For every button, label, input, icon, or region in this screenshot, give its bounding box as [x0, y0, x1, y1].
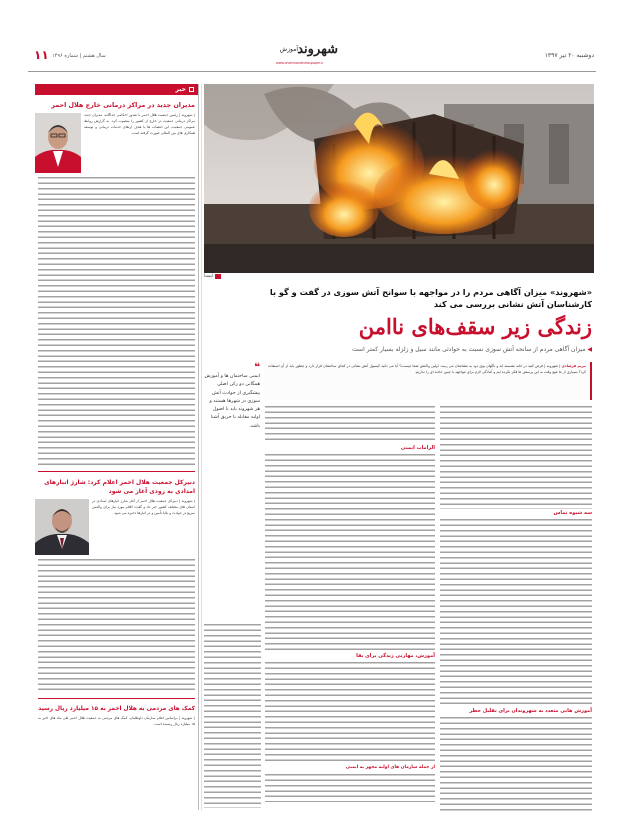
news-icon: [189, 87, 194, 92]
subhead-0: الزامات ایمنی: [400, 445, 435, 451]
kicker-line-2: کارشناسان آتش نشانی بررسی می کند: [433, 299, 592, 309]
intro-text: [264, 362, 590, 377]
article-lead: [204, 346, 592, 353]
news-divider-2: [38, 698, 195, 699]
subhead-1: سه شیوه تماس: [553, 510, 592, 516]
page-number: ۱۱: [34, 48, 49, 62]
column-rule: [201, 84, 202, 810]
body-text: [265, 660, 435, 764]
subhead-4: از جمله سازمان های اولیه مجهز به ایمنی: [345, 765, 435, 770]
body-text: [440, 715, 592, 811]
news-item-2-title: دبیرکل جمعیت هلال احمر اعلام کرد: شارژ انبارهای امدادی به زودی آغاز می شود: [44, 479, 195, 495]
news-item-1-body: | شهروند | رئیس جمعیت هلال احمر با صدور احکامی جداگانه، مدیران جدید مراکز درمانی جمعیت در خارج از کشور را منصوب کرد. به گزارش روابط عمومی جمعیت، این انتصاب ها با هدف ارتقای خدمات درمانی و توسعه همکاری های بین المللی صورت گرفته است.: [84, 113, 195, 135]
portrait-2: [35, 499, 89, 555]
logo-main-text: شهروند: [297, 42, 338, 57]
intro-paragraph: | شهروند | فرض کنید در خانه نشسته اید و ناگهان بوی دود به مشامتان می رسد. اولین واکنش شما چیست؟ آیا می دانید کپسول آتش نشانی در کجای ساختمان قرار دارد و چطور باید از آن استفاده کرد؟ بسیاری از ما هیچ وقت به این پرسش ها فکر نکرده ایم و آمادگی لازم برای مواجهه با چنین حادثه ای را نداریم.: [268, 364, 586, 374]
body-text: [265, 772, 435, 802]
logo-small-text: آموزش: [279, 46, 298, 53]
hero-photo: [204, 84, 594, 273]
body-text: [265, 404, 435, 444]
body-text: [440, 517, 592, 707]
subhead-2: آموزش، مهارتی زندگی برای بقا: [356, 653, 435, 659]
article-title: زندگی زیر سقف‌های ناامن: [358, 314, 592, 339]
quote-text: ایمنی ساختمان ها و آموزش همگانی دو رکن اصلی پیشگیری از حوادث آتش سوزی در شهرها هستند و هر شهروند باید با اصول اولیه مقابله با حریق آشنا باشد.: [204, 374, 260, 429]
date-text: دوشنبه ۲۰ تیر ۱۳۹۷: [544, 52, 594, 59]
lead-arrow-icon: ◀: [587, 346, 592, 353]
body-column-middle: [265, 404, 435, 810]
quote-icon: ❝: [254, 362, 260, 373]
news-section-header: [35, 84, 198, 95]
news-section-label: خبر: [175, 86, 186, 93]
news-divider-1: [38, 471, 195, 472]
header: [0, 42, 630, 74]
lead-text: میزان آگاهی مردم از سانحه آتش سوزی نسبت به حوادثی مانند سیل و زلزله بسیار کمتر است: [352, 346, 586, 353]
author-name: مریم فرشادی: [561, 364, 586, 368]
news-item-1-text: [38, 175, 195, 465]
body-column-right: [440, 404, 592, 810]
portrait-1: [35, 113, 81, 173]
portrait-1-image: [35, 113, 81, 173]
portrait-2-image: [35, 499, 89, 555]
news-item-3-title: کمک های مردمی به هلال احمر به ۱۵ میلیارد ریال رسید: [38, 706, 195, 712]
news-item-2-body: | شهروند | دبیرکل جمعیت هلال احمر از آغاز شارژ انبارهای امدادی در استان های مختلف کشور خبر داد و گفت: اقلام مورد نیاز برای واکنش سریع در حوادث و بلایا تأمین و در انبارها ذخیره می شود.: [92, 499, 195, 515]
body-text: [265, 452, 435, 652]
news-item-1-row: [35, 113, 198, 173]
kicker-line-1: «شهروند» میزان آگاهی مردم را در مواجهه با سوانح آتش سوزی در گفت و گو با: [269, 287, 592, 297]
news-item-1-title: مدیران جدید در مراکز درمانی خارج هلال احمر: [51, 101, 195, 109]
subhead-3: آموزش هایی متعدد به شهروندان برای تقلیل خطر: [469, 708, 592, 714]
header-divider: [28, 71, 596, 72]
news-item-2-row: [35, 499, 198, 555]
body-text: [204, 622, 261, 808]
photo-credit-badge: [215, 274, 221, 279]
sidebar-quote: [204, 362, 260, 618]
photo-credit-text: ایسنا: [204, 274, 214, 279]
issue-text: سال هشتم | شماره ۱۴۹۶: [52, 53, 106, 59]
logo: [270, 42, 340, 72]
photo-credit: [204, 274, 221, 279]
fire-house-illustration: [204, 84, 594, 273]
logo-site-text: www.shahrvandnewspaper.ir: [276, 61, 324, 65]
body-column-left: [204, 622, 261, 810]
article-kicker: [204, 286, 592, 310]
news-item-2-text: [38, 557, 195, 692]
news-column: [35, 84, 199, 810]
body-text: [440, 404, 592, 509]
news-item-3-body: | شهروند | براساس اعلام سازمان داوطلبان، کمک های مردمی به جمعیت هلال احمر طی ماه های اخیر به ۱۵ میلیارد ریال رسیده است.: [38, 716, 195, 726]
intro-box: [264, 362, 592, 400]
